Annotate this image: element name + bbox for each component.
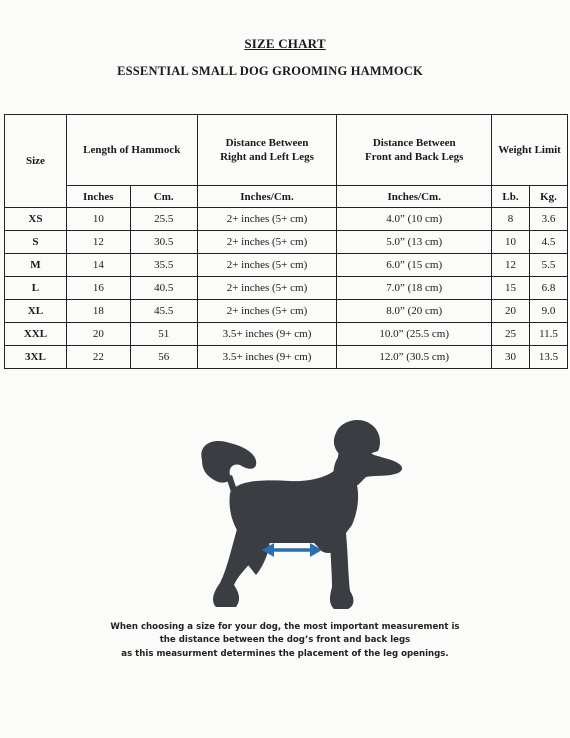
- subtitle: ESSENTIAL SMALL DOG GROOMING HAMMOCK: [117, 64, 423, 78]
- cell-front-back: 12.0” (30.5 cm): [337, 346, 492, 369]
- cell-size: XL: [5, 300, 67, 323]
- cell-inches: 14: [66, 254, 130, 277]
- cell-right-left: 2+ inches (5+ cm): [197, 208, 337, 231]
- cell-lb: 25: [492, 323, 530, 346]
- subheader-inches-cm: Inches/Cm.: [197, 186, 337, 208]
- table-row: [5, 323, 568, 346]
- table-row: [5, 300, 568, 323]
- header-weight: Weight Limit: [492, 115, 568, 186]
- cell-size: XXL: [5, 323, 67, 346]
- caption-line-3: as this measurment determines the placement of the leg openings.: [121, 648, 449, 659]
- cell-cm: 25.5: [130, 208, 197, 231]
- cell-cm: 51: [130, 323, 197, 346]
- cell-size: 3XL: [5, 346, 67, 369]
- header-length: Length of Hammock: [66, 115, 197, 186]
- cell-cm: 35.5: [130, 254, 197, 277]
- cell-kg: 4.5: [530, 231, 568, 254]
- caption-line-1: When choosing a size for your dog, the most important measurement is: [110, 622, 460, 632]
- subheader-lb: Lb.: [492, 186, 530, 208]
- cell-lb: 20: [492, 300, 530, 323]
- cell-right-left: 2+ inches (5+ cm): [197, 231, 337, 254]
- cell-right-left: 3.5+ inches (9+ cm): [197, 346, 337, 369]
- cell-inches: 20: [66, 323, 130, 346]
- cell-kg: 3.6: [530, 208, 568, 231]
- cell-lb: 12: [492, 254, 530, 277]
- subheader-cm: Cm.: [130, 186, 197, 208]
- cell-cm: 45.5: [130, 300, 197, 323]
- table-row: [5, 254, 568, 277]
- header-size: Size: [5, 115, 67, 208]
- table-row: [5, 231, 568, 254]
- cell-right-left: 2+ inches (5+ cm): [197, 254, 337, 277]
- cell-inches: 18: [66, 300, 130, 323]
- cell-size: S: [5, 231, 67, 254]
- caption: [0, 621, 570, 661]
- cell-kg: 11.5: [530, 323, 568, 346]
- header-right-left-line1: Distance Between: [225, 136, 309, 149]
- cell-inches: 12: [66, 231, 130, 254]
- caption-line-2: the distance between the dog’s front and back legs: [159, 635, 411, 646]
- cell-right-left: 2+ inches (5+ cm): [197, 300, 337, 323]
- table-row: [5, 346, 568, 369]
- header-right-left-line2: Right and Left Legs: [220, 151, 314, 163]
- table-row: [5, 277, 568, 300]
- header-front-back-line1: Distance Between: [372, 136, 456, 149]
- header-right-left: [197, 115, 337, 186]
- cell-size: M: [5, 254, 67, 277]
- cell-size: XS: [5, 208, 67, 231]
- cell-lb: 15: [492, 277, 530, 300]
- cell-kg: 5.5: [530, 254, 568, 277]
- subheader-kg: Kg.: [530, 186, 568, 208]
- cell-cm: 30.5: [130, 231, 197, 254]
- cell-lb: 30: [492, 346, 530, 369]
- cell-lb: 10: [492, 231, 530, 254]
- cell-inches: 16: [66, 277, 130, 300]
- subheader-inches: Inches: [66, 186, 130, 208]
- cell-cm: 56: [130, 346, 197, 369]
- cell-front-back: 6.0” (15 cm): [337, 254, 492, 277]
- cell-kg: 9.0: [530, 300, 568, 323]
- subheader-inches-cm: Inches/Cm.: [337, 186, 492, 208]
- header-front-back-line2: Front and Back Legs: [364, 151, 464, 163]
- table-row: [5, 208, 568, 231]
- cell-lb: 8: [492, 208, 530, 231]
- cell-cm: 40.5: [130, 277, 197, 300]
- cell-size: L: [5, 277, 67, 300]
- cell-front-back: 4.0” (10 cm): [337, 208, 492, 231]
- cell-front-back: 8.0” (20 cm): [337, 300, 492, 323]
- poodle-silhouette-icon: [190, 415, 410, 615]
- header-front-back: [337, 115, 492, 186]
- cell-front-back: 7.0” (18 cm): [337, 277, 492, 300]
- cell-kg: 13.5: [530, 346, 568, 369]
- size-chart-table: [4, 114, 568, 369]
- cell-right-left: 2+ inches (5+ cm): [197, 277, 337, 300]
- cell-inches: 10: [66, 208, 130, 231]
- cell-front-back: 10.0” (25.5 cm): [337, 323, 492, 346]
- cell-inches: 22: [66, 346, 130, 369]
- cell-right-left: 3.5+ inches (9+ cm): [197, 323, 337, 346]
- cell-kg: 6.8: [530, 277, 568, 300]
- title: SIZE CHART: [244, 36, 326, 51]
- cell-front-back: 5.0” (13 cm): [337, 231, 492, 254]
